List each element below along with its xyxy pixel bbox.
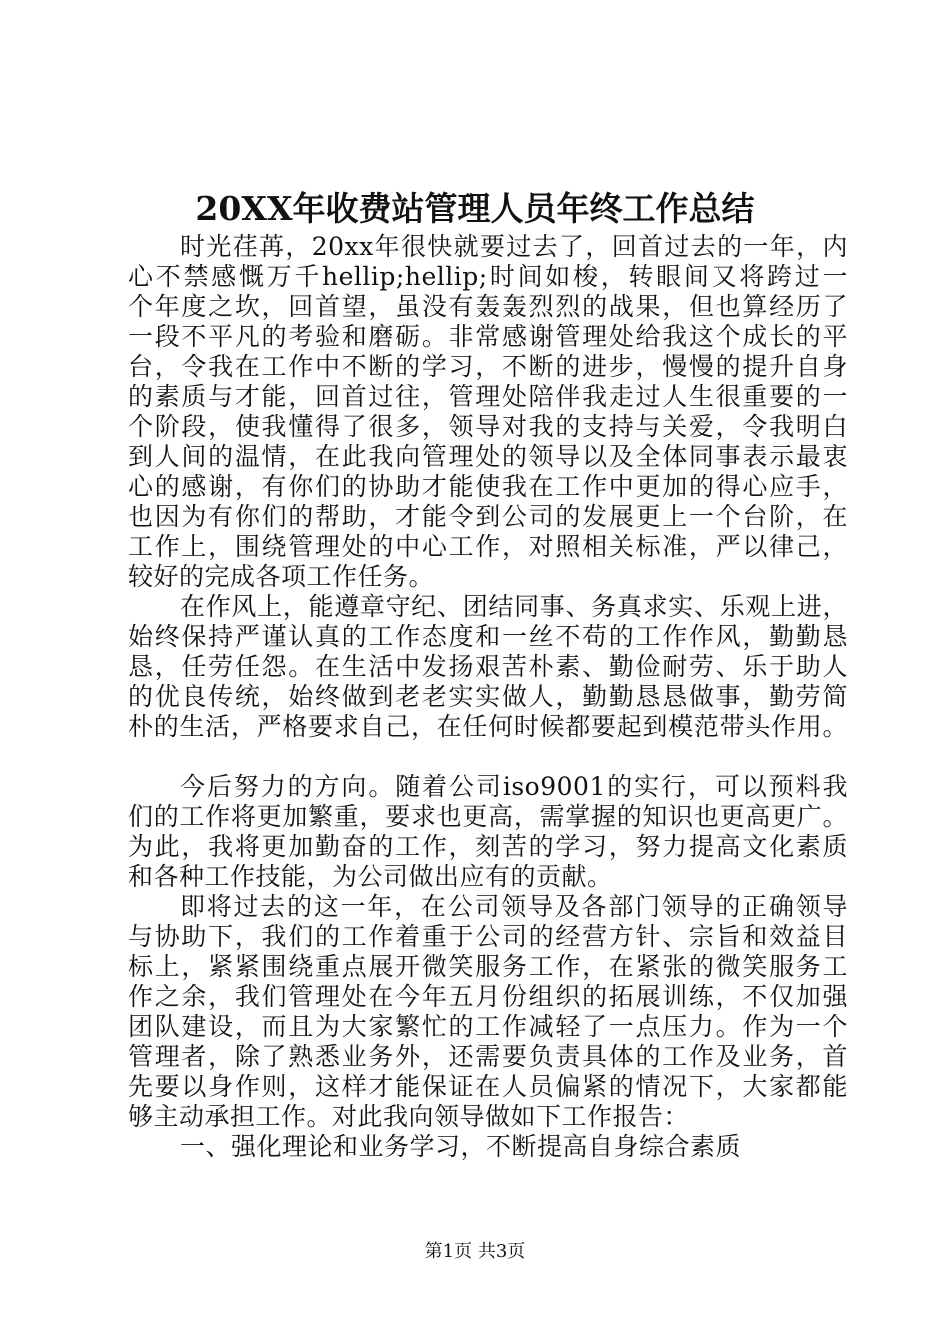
text-line: 心的感谢，有你们的协助才能使我在工作中更加的得心应手， [128, 472, 848, 501]
text-line: 和各种工作技能，为公司做出应有的贡献。 [128, 862, 613, 891]
text-line: 今后努力的方向。随着公司iso9001的实行，可以预料我 [180, 772, 848, 801]
document-title: 20XX年收费站管理人员年终工作总结 [195, 189, 755, 228]
text-line: 一段不平凡的考验和磨砺。非常感谢管理处给我这个成长的平 [128, 322, 848, 351]
text-line: 管理者，除了熟悉业务外，还需要负责具体的工作及业务，首 [128, 1042, 848, 1071]
text-line: 朴的生活，严格要求自己，在任何时候都要起到模范带头作用。 [128, 712, 848, 741]
text-line: 为此，我将更加勤奋的工作，刻苦的学习，努力提高文化素质 [128, 832, 848, 861]
text-line: 台，令我在工作中不断的学习，不断的进步，慢慢的提升自身 [128, 352, 848, 381]
document-body [128, 232, 848, 1162]
text-line: 先要以身作则，这样才能保证在人员偏紧的情况下，大家都能 [128, 1072, 848, 1101]
text-line: 的优良传统，始终做到老老实实做人，勤勤恳恳做事，勤劳简 [128, 682, 848, 711]
text-line: 到人间的温情，在此我向管理处的领导以及全体同事表示最衷 [128, 442, 848, 471]
text-line: 团队建设，而且为大家繁忙的工作减轻了一点压力。作为一个 [128, 1012, 848, 1041]
text-line: 标上，紧紧围绕重点展开微笑服务工作，在紧张的微笑服务工 [128, 952, 848, 981]
text-line: 较好的完成各项工作任务。 [128, 562, 435, 591]
blank-line [128, 742, 848, 772]
text-line: 心不禁感慨万千hellip;hellip;时间如梭，转眼间又将跨过一 [128, 262, 848, 291]
text-line: 时光荏苒，20xx年很快就要过去了，回首过去的一年，内 [180, 232, 848, 261]
text-line: 够主动承担工作。对此我向领导做如下工作报告： [128, 1102, 690, 1131]
text-line: 个年度之坎，回首望，虽没有轰轰烈烈的战果，但也算经历了 [128, 292, 848, 321]
text-line: 始终保持严谨认真的工作态度和一丝不苟的工作作风，勤勤恳 [128, 622, 848, 651]
text-line: 也因为有你们的帮助，才能令到公司的发展更上一个台阶，在 [128, 502, 848, 531]
page-footer: 第1页 共3页 [424, 1241, 526, 1262]
text-line: 恳，任劳任怨。在生活中发扬艰苦朴素、勤俭耐劳、乐于助人 [128, 652, 848, 681]
text-line: 在作风上，能遵章守纪、团结同事、务真求实、乐观上进， [180, 592, 848, 621]
text-line: 们的工作将更加繁重，要求也更高，需掌握的知识也更高更广。 [128, 802, 848, 831]
text-line: 个阶段，使我懂得了很多，领导对我的支持与关爱，令我明白 [128, 412, 848, 441]
text-line: 作之余，我们管理处在今年五月份组织的拓展训练，不仅加强 [128, 982, 848, 1011]
text-line: 的素质与才能，回首过往，管理处陪伴我走过人生很重要的一 [128, 382, 848, 411]
text-line: 与协助下，我们的工作着重于公司的经营方针、宗旨和效益目 [128, 922, 848, 951]
text-line: 即将过去的这一年，在公司领导及各部门领导的正确领导 [180, 892, 848, 921]
text-line: 一、强化理论和业务学习，不断提高自身综合素质 [180, 1132, 742, 1161]
text-line: 工作上，围绕管理处的中心工作，对照相关标准，严以律己， [128, 532, 848, 561]
